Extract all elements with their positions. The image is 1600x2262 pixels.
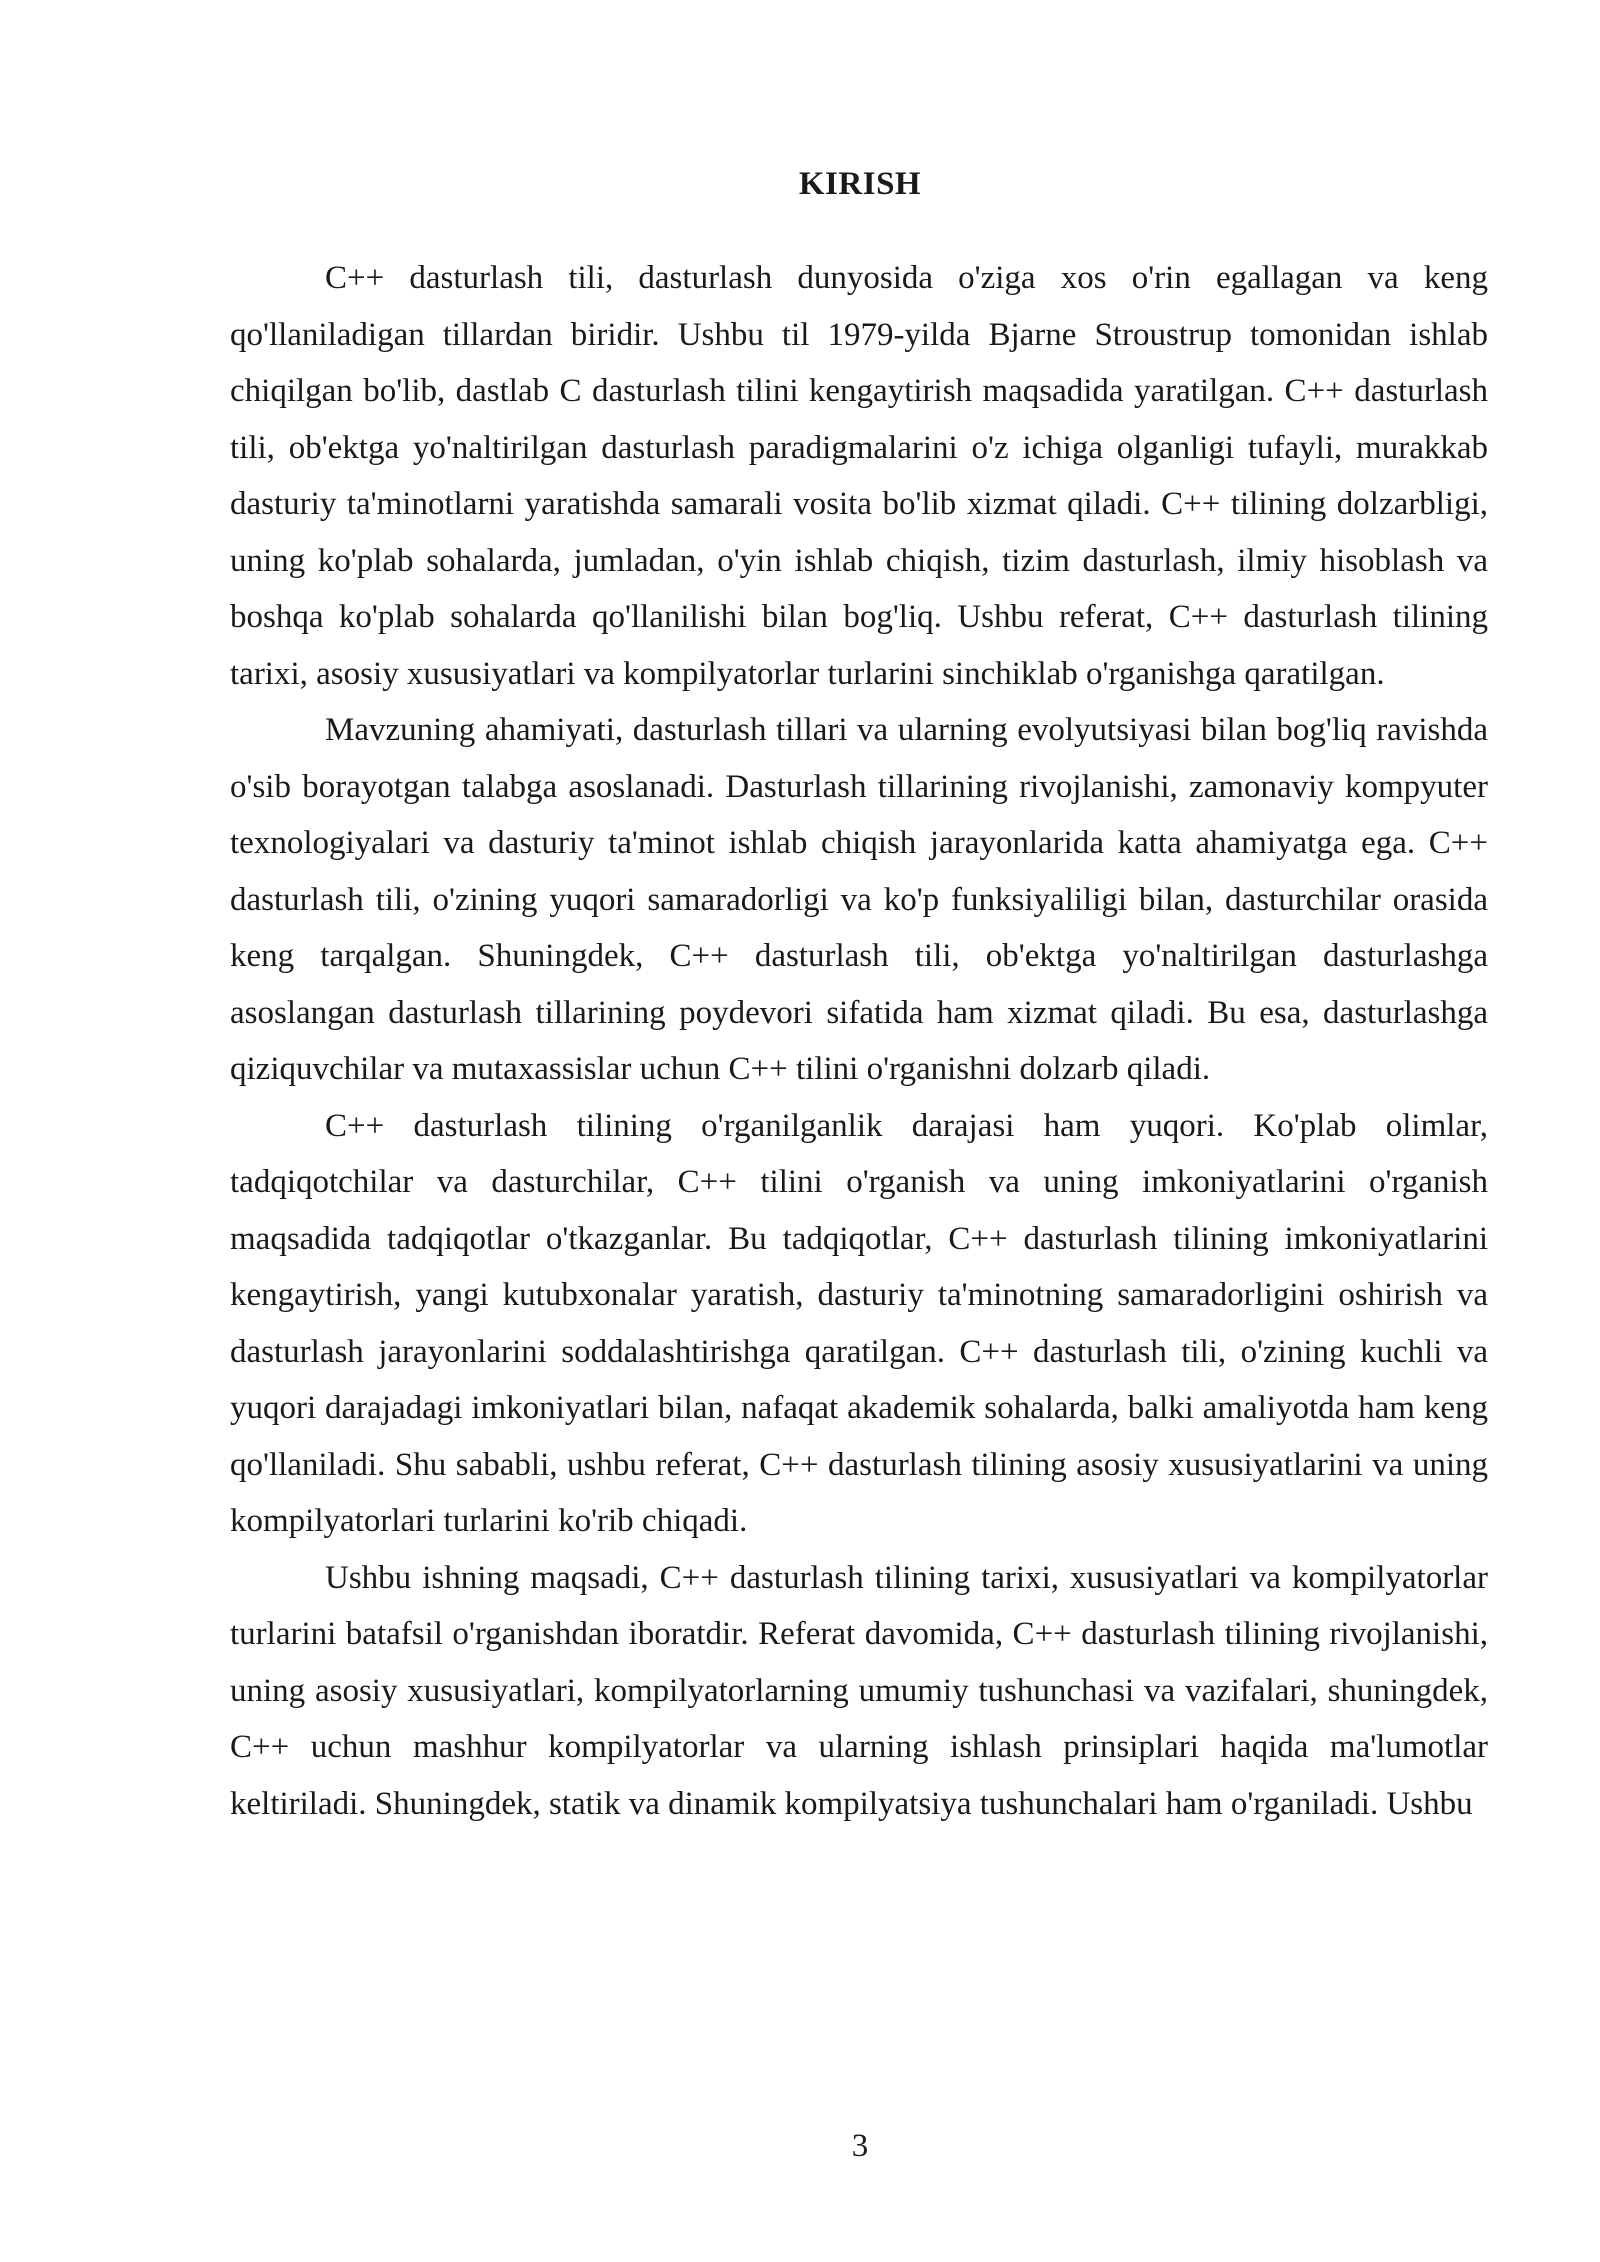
paragraph-4: Ushbu ishning maqsadi, C++ dasturlash tilining tarixi, xususiyatlari va kompilyatorlar turlarini batafsil o'rganishdan iboratdir. Referat davomida, C++ dasturlash tilining rivojlanishi, uning asosiy xususiyatlari, kompilyatorlarning umumiy tushunchasi va vazifalari, shuningdek, C++ uchun mashhur kompilyatorlar va ularning ishlash prinsiplari haqida ma'lumotlar keltiriladi. Shuningdek, statik va dinamik kompilyatsiya tushunchalari ham o'rganiladi. Ushbu	[230, 1559, 1488, 1822]
page-number: 3	[851, 2128, 869, 2164]
paragraph-2: Mavzuning ahamiyati, dasturlash tillari va ularning evolyutsiyasi bilan bog'liq ravishda o'sib borayotgan talabga asoslanadi. Dasturlash tillarining rivojlanishi, zamonaviy kompyuter texnologiyalari va dasturiy ta'minot ishlab chiqish jarayonlarida katta ahamiyatga ega. C++ dasturlash tili, o'zining yuqori samaradorligi va ko'p funksiyaliligi bilan, dasturchilar orasida keng tarqalgan. Shuningdek, C++ dasturlash tili, ob'ektga yo'naltirilgan dasturlashga asoslangan dasturlash tillarining poydevori sifatida ham xizmat qiladi. Bu esa, dasturlashga qiziquvchilar va mutaxassislar uchun C++ tilini o'rganishni dolzarb qiladi.	[230, 712, 1488, 1087]
paragraph-1: C++ dasturlash tili, dasturlash dunyosida o'ziga xos o'rin egallagan va keng qo'llaniladigan tillardan biridir. Ushbu til 1979-yilda Bjarne Stroustrup tomonidan ishlab chiqilgan bo'lib, dastlab C dasturlash tilini kengaytirish maqsadida yaratilgan. C++ dasturlash tili, ob'ektga yo'naltirilgan dasturlash paradigmalarini o'z ichiga olganligi tufayli, murakkab dasturiy ta'minotlarni yaratishda samarali vosita bo'lib xizmat qiladi. C++ tilining dolzarbligi, uning ko'plab sohalarda, jumladan, o'yin ishlab chiqish, tizim dasturlash, ilmiy hisoblash va boshqa ko'plab sohalarda qo'llanilishi bilan bog'liq. Ushbu referat, C++ dasturlash tilining tarixi, asosiy xususiyatlari va kompilyatorlar turlarini sinchiklab o'rganishga qaratilgan.	[230, 260, 1488, 692]
paragraph-3: C++ dasturlash tilining o'rganilganlik darajasi ham yuqori. Ko'plab olimlar, tadqiqotchilar va dasturchilar, C++ tilini o'rganish va uning imkoniyatlarini o'rganish maqsadida tadqiqotlar o'tkazganlar. Bu tadqiqotlar, C++ dasturlash tilining imkoniyatlarini kengaytirish, yangi kutubxonalar yaratish, dasturiy ta'minotning samaradorligini oshirish va dasturlash jarayonlarini soddalashtirishga qaratilgan. C++ dasturlash tili, o'zining kuchli va yuqori darajadagi imkoniyatlari bilan, nafaqat akademik sohalarda, balki amaliyotda ham keng qo'llaniladi. Shu sababli, ushbu referat, C++ dasturlash tilining asosiy xususiyatlarini va uning kompilyatorlari turlarini ko'rib chiqadi.	[230, 1107, 1488, 1539]
body-text	[230, 250, 1488, 1832]
page-title: KIRISH	[798, 166, 922, 202]
